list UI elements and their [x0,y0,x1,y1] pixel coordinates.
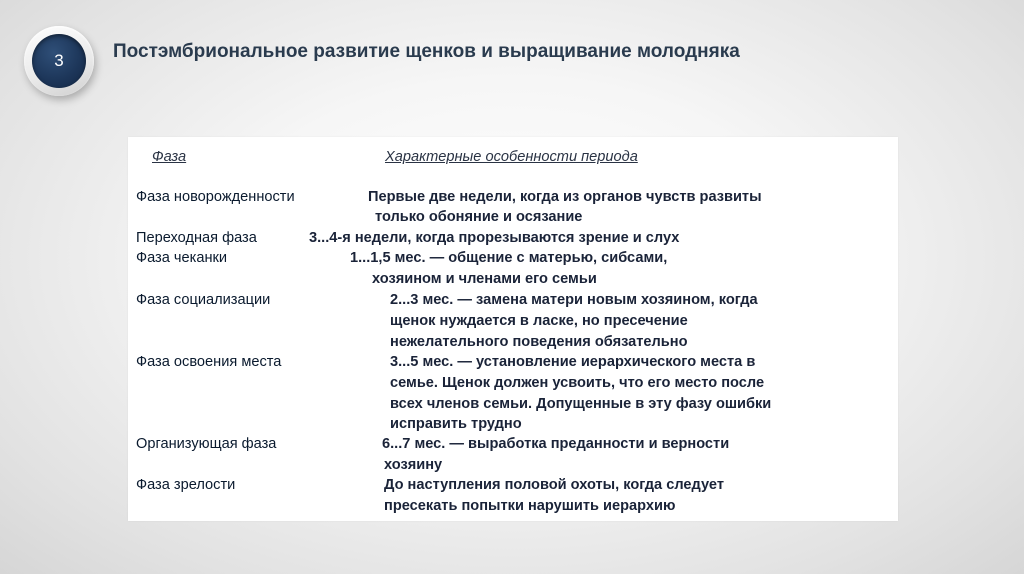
phase-description-line: 2...3 мес. — замена матери новым хозяином, когда [390,292,758,308]
page-title: Постэмбриональное развитие щенков и выращивание молодняка [113,41,740,62]
phase-description-line: только обоняние и осязание [375,209,583,225]
content-panel [128,137,898,521]
phase-name: Переходная фаза [136,230,257,246]
phase-name: Фаза чеканки [136,250,228,266]
phase-description-line: 1...1,5 мес. — общение с матерью, сибсами, [350,250,668,266]
slide-number: 3 [32,34,86,88]
phase-name: Фаза новорожденности [136,189,295,205]
phase-description-line: всех членов семьи. Допущенные в эту фазу ошибки [390,396,772,412]
phase-description-line: 3...5 мес. — установление иерархического места в [390,354,756,370]
slide-number-badge [24,26,94,96]
phase-description-line: семье. Щенок должен усвоить, что его место после [390,375,765,391]
phase-description-line: нежелательного поведения обязательно [390,334,688,350]
phase-description-line: пресекать попытки нарушить иерархию [384,498,676,514]
phase-name: Организующая фаза [136,436,277,452]
phase-description-line: щенок нуждается в ласке, но пресечение [390,313,688,329]
phase-description-line: исправить трудно [390,416,522,432]
phase-name: Фаза социализации [136,292,271,308]
column-header-features: Характерные особенности периода [385,149,638,165]
phase-description-line: хозяину [384,457,443,473]
phase-description-line: 3...4-я недели, когда прорезываются зрение и слух [309,230,680,246]
phase-description-line: хозяином и членами его семьи [372,271,597,287]
phase-description-line: До наступления половой охоты, когда следует [384,477,724,493]
phase-name: Фаза освоения места [136,354,282,370]
column-header-phase: Фаза [152,149,187,165]
phase-description-line: 6...7 мес. — выработка преданности и верности [382,436,730,452]
phase-description-line: Первые две недели, когда из органов чувств развиты [368,189,762,205]
phase-name: Фаза зрелости [136,477,236,493]
